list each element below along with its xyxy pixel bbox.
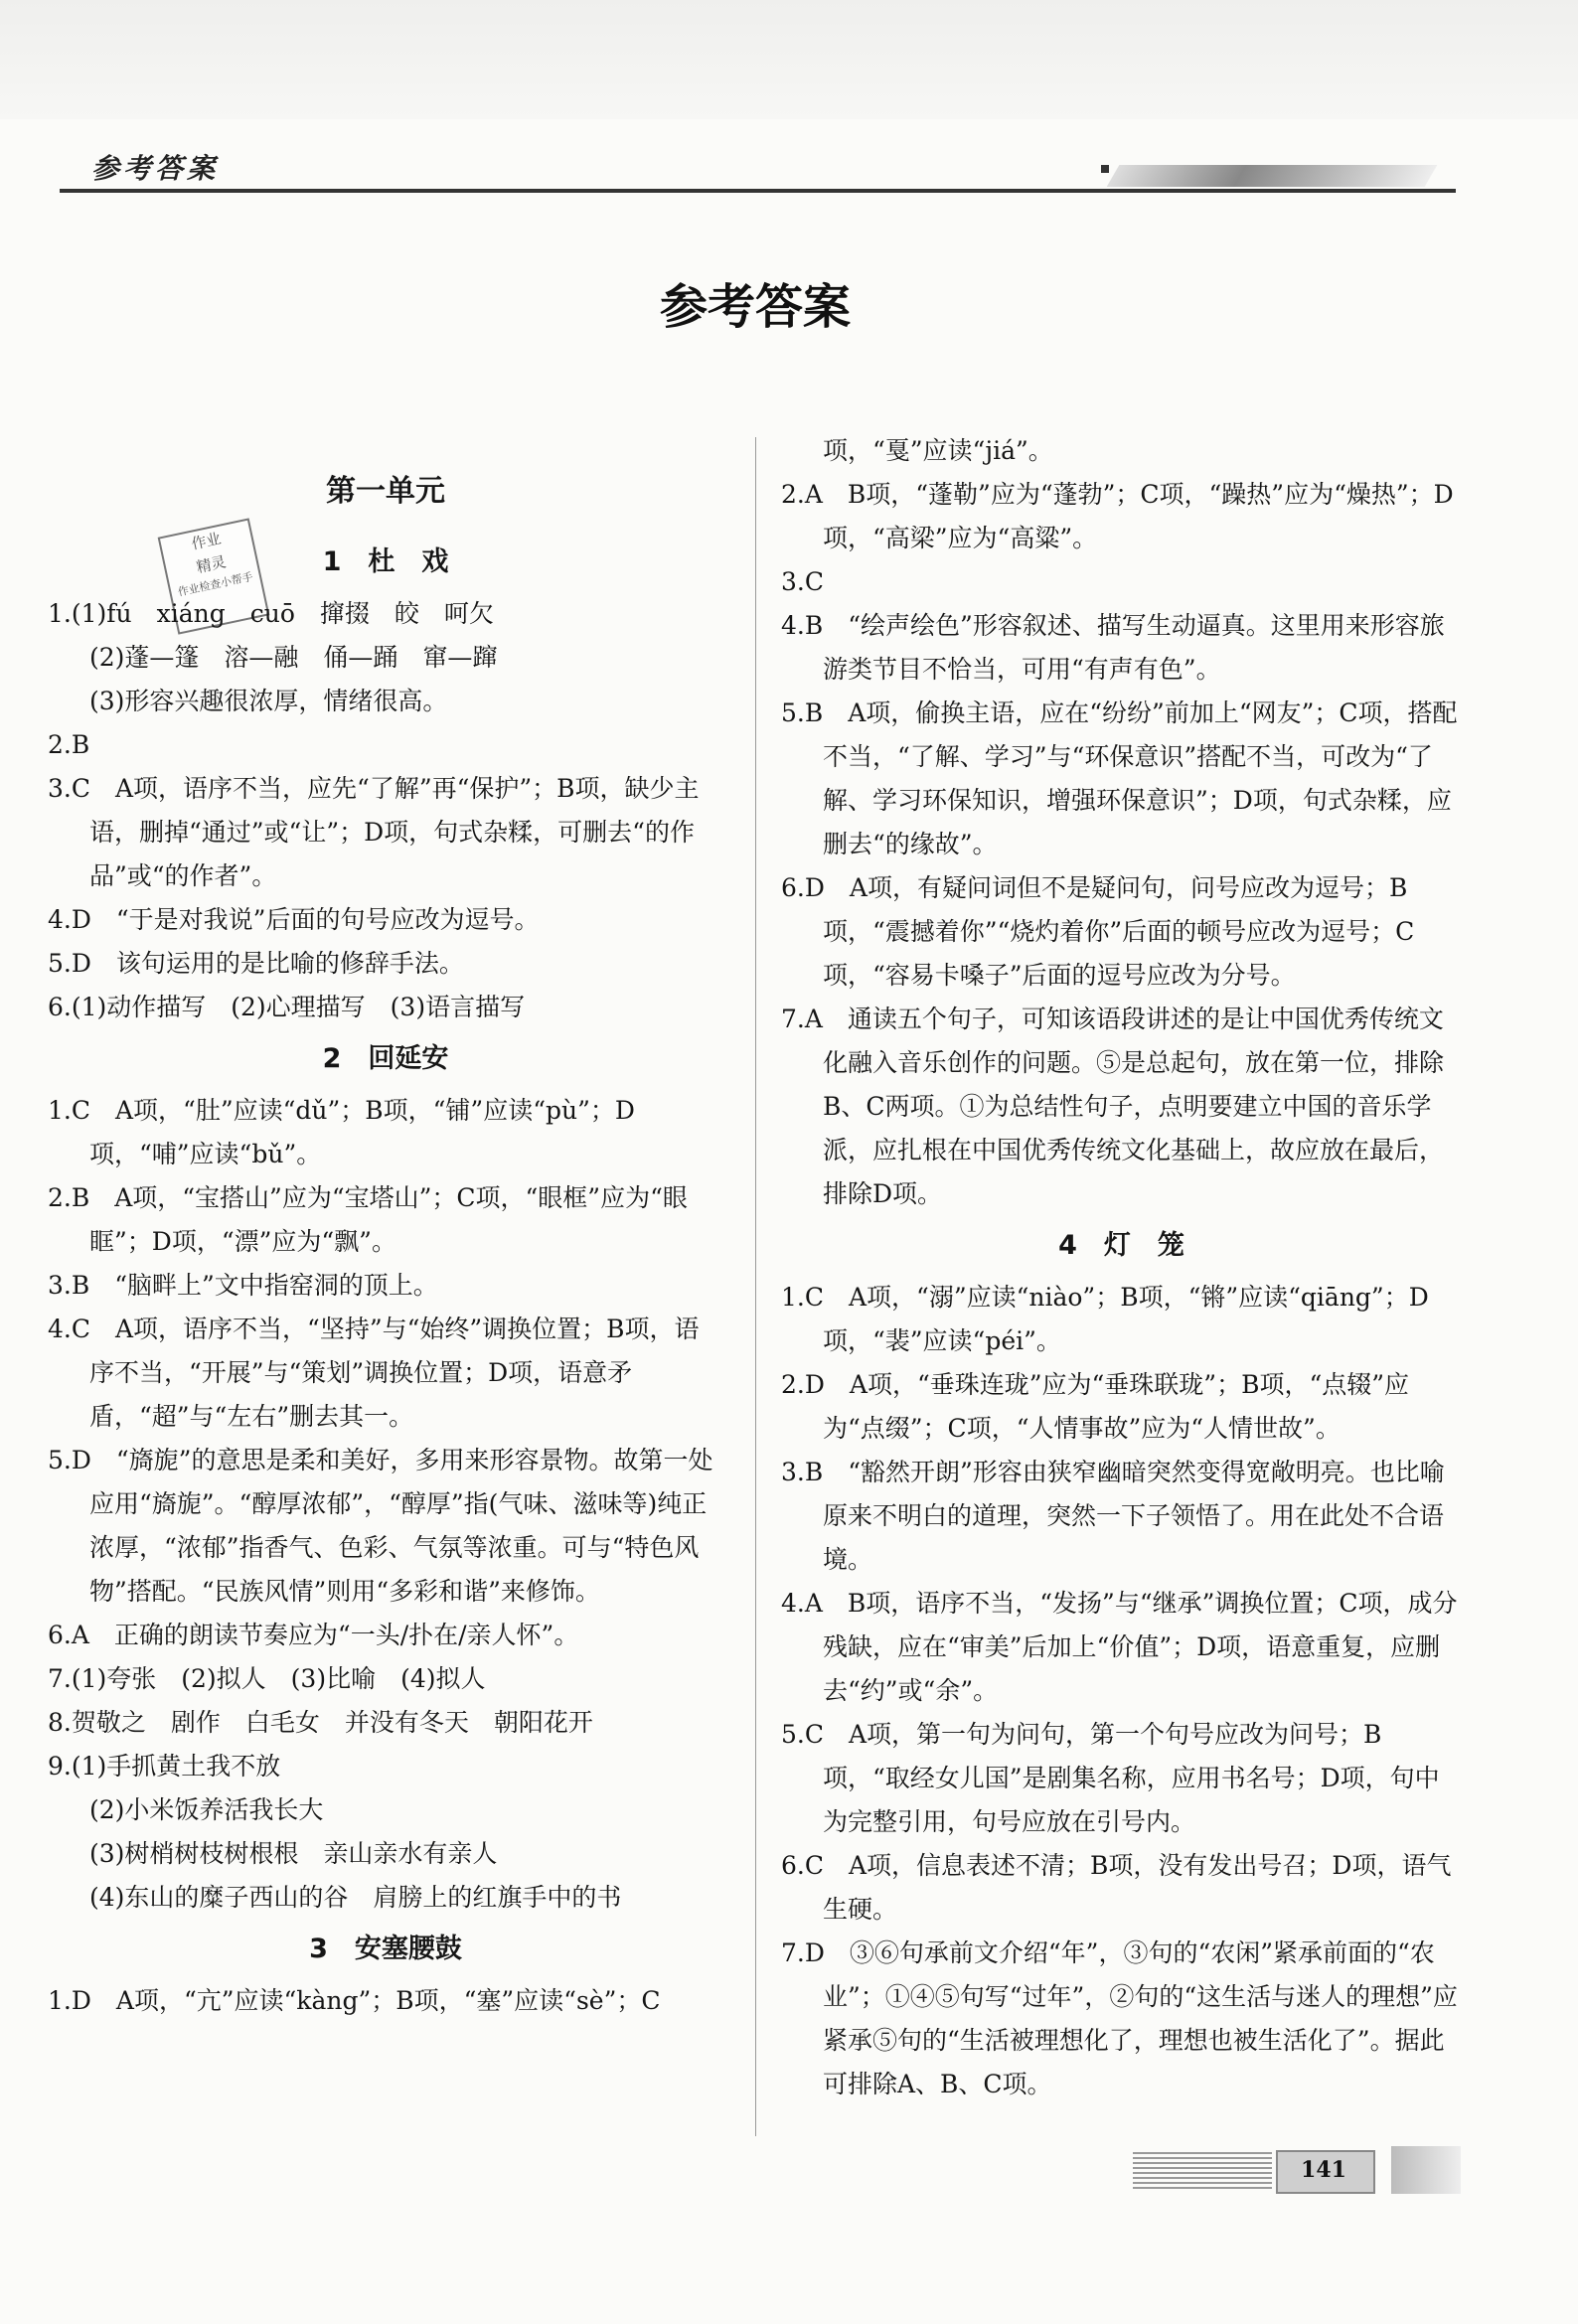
answer-subline: (4)东山的糜子西山的谷 肩膀上的红旗手中的书 (89, 1883, 622, 1912)
answer-line: 3.B “豁然开朗”形容由狭窄幽暗突然变得宽敞明亮。也比喻原来不明白的道理，突然一下子领悟了。用在此处不合语境。 (781, 1458, 1445, 1574)
answer-subline: (2)蓬—篷 溶—融 俑—踊 窜—蹿 (89, 643, 498, 672)
answer-line: 8.贺敬之 剧作 白毛女 并没有冬天 朝阳花开 (48, 1708, 593, 1737)
section-title: 4 灯 笼 (1058, 1230, 1184, 1261)
answer-subline: (3)树梢树枝树根根 亲山亲水有亲人 (89, 1839, 498, 1868)
torn-top-edge (0, 0, 1578, 119)
answer-line: 5.D 该句运用的是比喻的修辞手法。 (48, 949, 464, 978)
right-column (781, 429, 1462, 2106)
answer-line: 1.C A项，“溺”应读“niào”；B项，“锵”应读“qiāng”；D项，“裴”应读“péi”。 (781, 1283, 1429, 1355)
answer-line: 7.(1)夸张 (2)拟人 (3)比喻 (4)拟人 (48, 1664, 486, 1693)
answer-line: 3.B “脑畔上”文中指窑洞的顶上。 (48, 1271, 438, 1300)
answer-line: 1.C A项，“肚”应读“dǔ”；B项，“铺”应读“pù”；D项，“哺”应读“bǔ”。 (48, 1096, 635, 1168)
column-divider (755, 437, 756, 2136)
answer-line: 3.C A项，语序不当，应先“了解”再“保护”；B项，缺少主语，删掉“通过”或“让”；D项，句式杂糅，可删去“的作品”或“的作者”。 (48, 774, 700, 890)
answer-line: 5.C A项，第一句为问句，第一个句号应改为问号；B项，“取经女儿国”是剧集名称，应用书名号；D项，句中为完整引用，句号应放在引号内。 (781, 1720, 1440, 1836)
running-header-title: 参考答案 (91, 152, 220, 185)
answer-line: 6.C A项，信息表述不清；B项，没有发出号召；D项，语气生硬。 (781, 1851, 1452, 1924)
section-title: 1 杜 戏 (322, 546, 449, 577)
answer-line: 4.D “于是对我说”后面的句号应改为逗号。 (48, 905, 540, 934)
answer-subline: (3)形容兴趣很浓厚，情绪很高。 (89, 687, 448, 715)
answer-line: 2.D A项，“垂珠连珑”应为“垂珠联珑”；B项，“点辍”应为“点缀”；C项，“人情事故”应为“人情世故”。 (781, 1370, 1410, 1443)
stamp-line: 作业检查小帮手 (176, 569, 254, 599)
unit-title: 第一单元 (326, 474, 445, 509)
answer-line: 2.A B项，“蓬勒”应为“蓬勃”；C项，“躁热”应为“燥热”；D项，“高梁”应为“高粱”。 (781, 480, 1454, 552)
stamp-line: 作业 (189, 529, 224, 553)
answer-line: 4.C A项，语序不当，“坚持”与“始终”调换位置；B项，语序不当，“开展”与“策划”调换位置；D项，语意矛盾，“超”与“左右”删去其一。 (48, 1315, 700, 1431)
answer-line: 7.D ③⑥句承前文介绍“年”，③句的“农闲”紧承前面的“农业”；①④⑤句写“过年”，②句的“这生活与迷人的理想”应紧承⑤句的“生活被理想化了，理想也被生活化了”。据此可排除A、B、C项。 (781, 1938, 1458, 2098)
answer-line: 6.A 正确的朗读节奏应为“一头/扑在/亲人怀”。 (48, 1621, 579, 1649)
answer-line: 5.D “旖旎”的意思是柔和美好，多用来形容景物。故第一处应用“旖旎”。“醇厚浓郁”，“醇厚”指(气味、滋味等)纯正浓厚，“浓郁”指香气、色彩、气氛等浓重。可与“特色风物”搭配。“民族风情”则用“多彩和谐”来修饰。 (48, 1446, 713, 1606)
header-rule (60, 189, 1456, 193)
answer-continuation: 项，“戛”应读“jiá”。 (823, 436, 1053, 465)
answer-subline: (2)小米饭养活我长大 (89, 1795, 324, 1824)
header-dot-ornament (1101, 165, 1109, 173)
answer-line: 4.B “绘声绘色”形容叙述、描写生动逼真。这里用来形容旅游类节目不恰当，可用“有声有色”。 (781, 611, 1445, 684)
answer-line: 1.D A项，“亢”应读“kàng”；B项，“塞”应读“sè”；C (48, 1986, 661, 2015)
answer-line: 6.(1)动作描写 (2)心理描写 (3)语言描写 (48, 993, 526, 1021)
answer-line: 5.B A项，偷换主语，应在“纷纷”前加上“网友”；C项，搭配不当，“了解、学习”与“环保意识”搭配不当，可改为“了解、学习环保知识，增强环保意识”；D项，句式杂糅，应删去“的缘故”。 (781, 698, 1458, 858)
stamp-line: 精灵 (194, 552, 229, 577)
answer-line: 9.(1)手抓黄土我不放 (48, 1752, 281, 1781)
answer-line: 2.B A项，“宝搭山”应为“宝塔山”；C项，“眼框”应为“眼眶”；D项，“漂”应为“飘”。 (48, 1183, 688, 1256)
section-title: 3 安塞腰鼓 (309, 1934, 462, 1964)
answer-line: 3.C (781, 567, 824, 596)
header-swoosh-ornament (1107, 165, 1438, 187)
answer-line: 2.B (48, 730, 90, 759)
answer-line: 1.(1)fú xiáng cuō 撺掇 皎 呵欠 (48, 599, 494, 628)
section-title: 2 回延安 (322, 1043, 449, 1074)
answer-line: 4.A B项，语序不当，“发扬”与“继承”调换位置；C项，成分残缺，应在“审美”后加上“价值”；D项，语意重复，应删去“约”或“余”。 (781, 1589, 1458, 1705)
left-column (48, 457, 723, 2023)
page-title: 参考答案 (659, 279, 851, 335)
page-number: 141 (1301, 2157, 1346, 2183)
footer-ornament (1391, 2146, 1461, 2194)
answer-line: 6.D A项，有疑问词但不是疑问句，问号应改为逗号；B项，“震撼着你”“烧灼着你”后面的顿号应改为逗号；C项，“容易卡嗓子”后面的逗号应改为分号。 (781, 873, 1415, 990)
footer-stripes-ornament (1133, 2152, 1272, 2190)
answer-line: 7.A 通读五个句子，可知该语段讲述的是让中国优秀传统文化融入音乐创作的问题。⑤是总起句，放在第一位，排除B、C两项。①为总结性句子，点明要建立中国的音乐学派，应扎根在中国优秀传统文化基础上，故应放在最后，排除D项。 (781, 1005, 1445, 1208)
